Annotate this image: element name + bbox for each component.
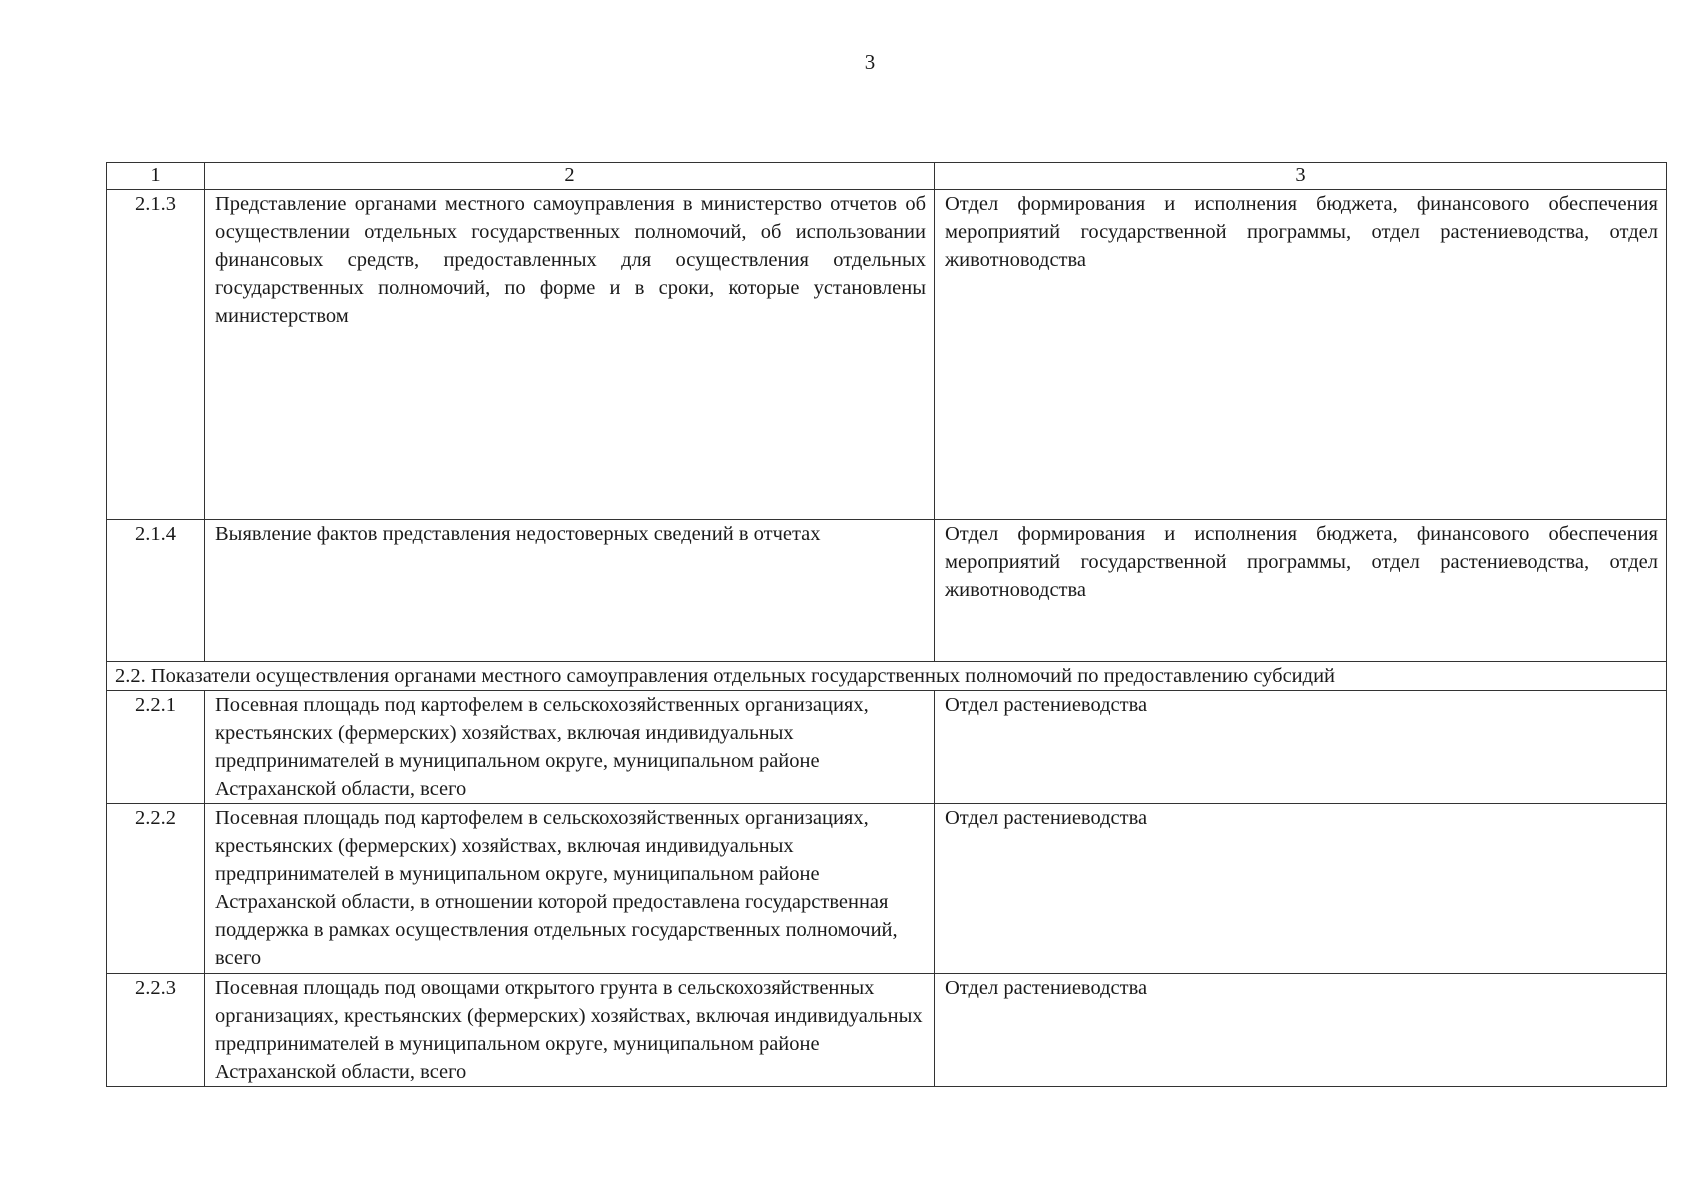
row-responsible: Отдел растениеводства (935, 691, 1667, 804)
row-number: 2.2.3 (107, 974, 205, 1087)
table-row (107, 520, 1667, 662)
column-header-1: 1 (107, 163, 205, 190)
row-description: Посевная площадь под картофелем в сельскохозяйственных организациях, крестьянских (фермерских) хозяйствах, включая индивидуальных предпринимателей в муниципальном округе, муниципальном районе Астраханской области, всего (205, 691, 935, 804)
column-header-2: 2 (205, 163, 935, 190)
row-responsible: Отдел растениеводства (935, 804, 1667, 974)
section-heading-row (107, 662, 1667, 691)
section-heading: 2.2. Показатели осуществления органами местного самоуправления отдельных государственных полномочий по предоставлению субсидий (107, 662, 1667, 691)
row-number: 2.2.2 (107, 804, 205, 974)
page-number: 3 (864, 50, 876, 74)
row-number: 2.1.3 (107, 190, 205, 520)
row-number: 2.2.1 (107, 691, 205, 804)
table-header-row (107, 163, 1667, 190)
row-description: Посевная площадь под овощами открытого грунта в сельскохозяйственных организациях, крестьянских (фермерских) хозяйствах, включая индивидуальных предпринимателей в муниципальном округе, муниципальном районе Астраханской области, всего (205, 974, 935, 1087)
row-description: Посевная площадь под картофелем в сельскохозяйственных организациях, крестьянских (фермерских) хозяйствах, включая индивидуальных предпринимателей в муниципальном округе, муниципальном районе Астраханской области, в отношении которой предоставлена государственная поддержка в рамках осуществления отдельных государственных полномочий, всего (205, 804, 935, 974)
row-description: Выявление фактов представления недостоверных сведений в отчетах (205, 520, 935, 662)
row-responsible: Отдел растениеводства (935, 974, 1667, 1087)
row-responsible: Отдел формирования и исполнения бюджета, финансового обеспечения мероприятий государственной программы, отдел растениеводства, отдел животноводства (935, 520, 1667, 662)
row-description: Представление органами местного самоуправления в министерство отчетов об осуществлении отдельных государственных полномочий, об использовании финансовых средств, предоставленных для осуществления отдельных государственных полномочий, по форме и в сроки, которые установлены министерством (205, 190, 935, 520)
table-row (107, 190, 1667, 520)
row-number: 2.1.4 (107, 520, 205, 662)
column-header-3: 3 (935, 163, 1667, 190)
table-row (107, 691, 1667, 804)
row-responsible: Отдел формирования и исполнения бюджета, финансового обеспечения мероприятий государственной программы, отдел растениеводства, отдел животноводства (935, 190, 1667, 520)
document-table (106, 162, 1667, 1087)
table-row (107, 804, 1667, 974)
table-row (107, 974, 1667, 1087)
